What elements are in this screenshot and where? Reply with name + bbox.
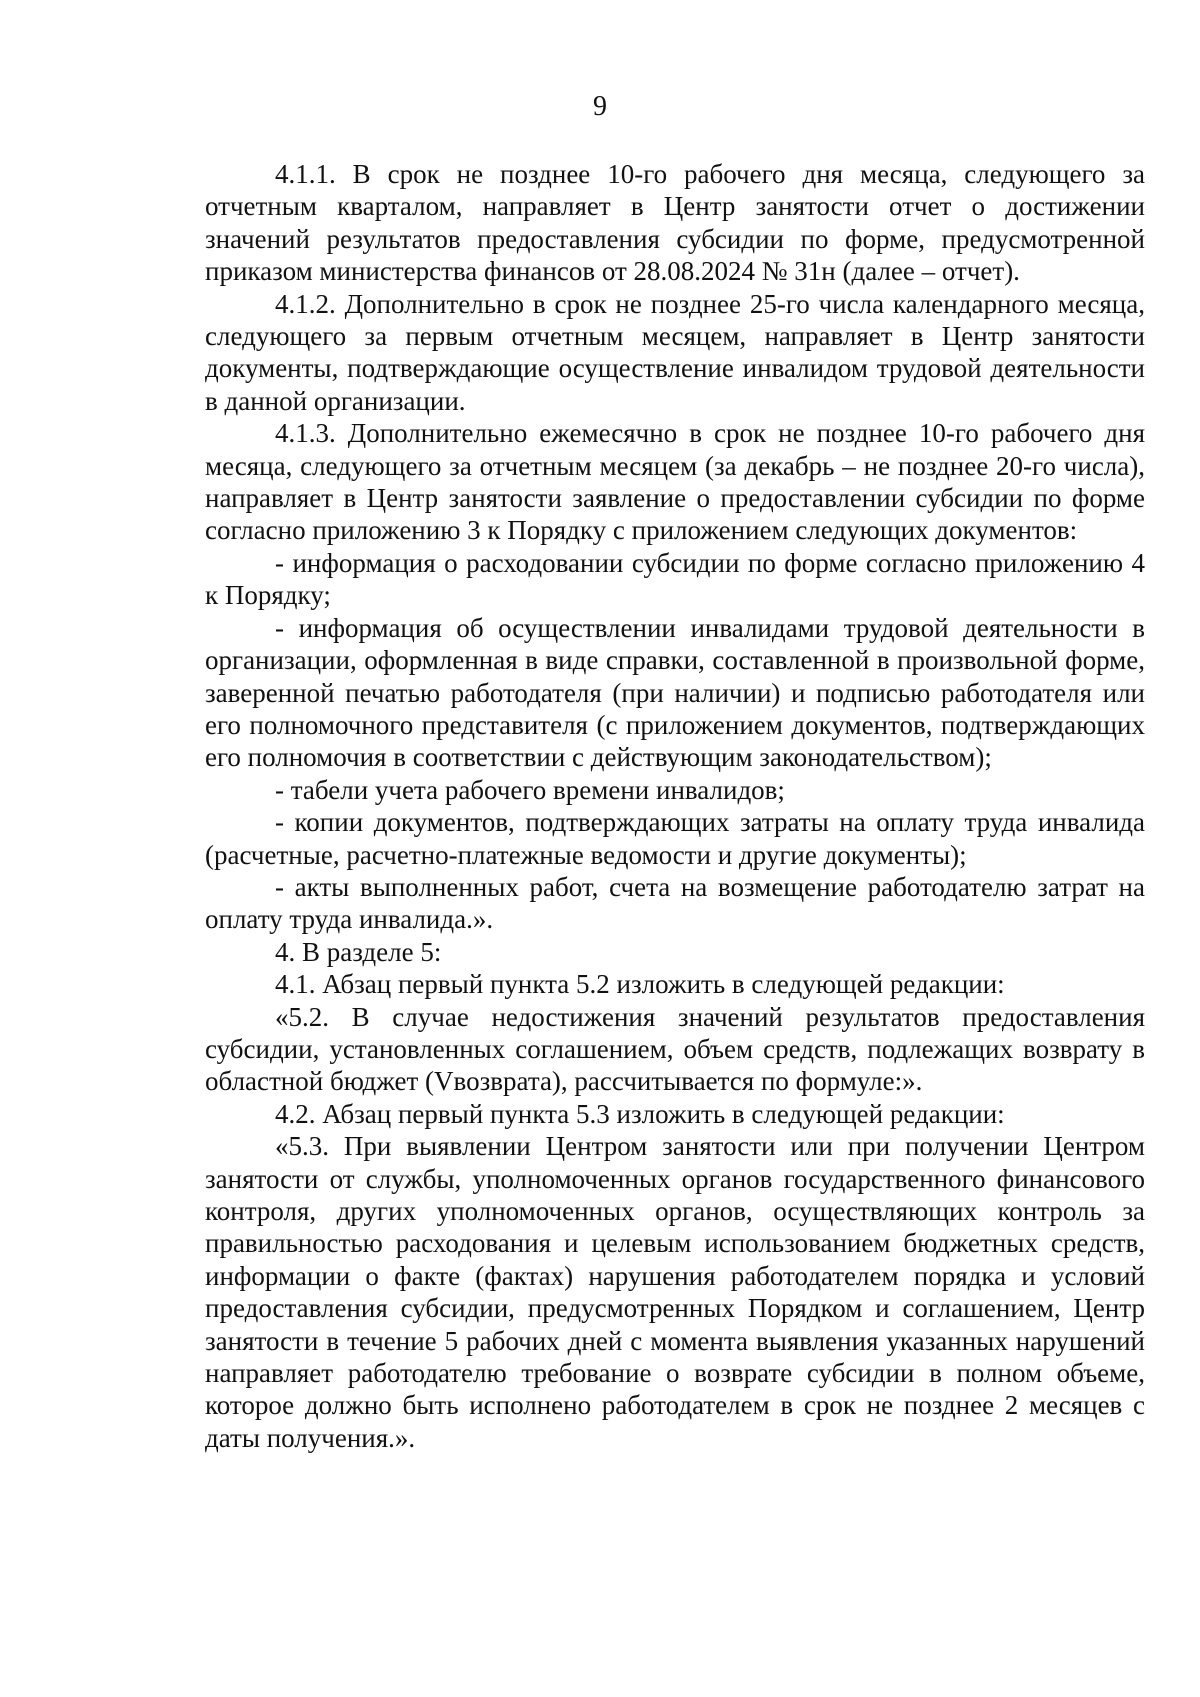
paragraph-5-3-text: «5.3. При выявлении Центром занятости или при получении Центром занятости от службы, уполномоченных органов государственного финансового контроля, других уполномоченных органов, осуществляющих контроль за правильностью расходования и целевым использованием бюджетных средств, информации о факте (фактах) нарушения работодателем порядка и условий предоставления субсидии, предусмотренных Порядком и соглашением, Центр занятости в течение 5 рабочих дней с момента выявления указанных нарушений направляет работодателю требование о возврате субсидии в полном объеме, которое должно быть исполнено работодателем в срок не позднее 2 месяцев с даты получения.».	[205, 1131, 1145, 1453]
document-body	[205, 158, 1145, 1454]
paragraph-4-1-2: 4.1.2. Дополнительно в срок не позднее 25-го числа календарного месяца, следующего за первым отчетным месяцем, направляет в Центр занятости документы, подтверждающие осуществление инвалидом трудовой деятельности в данной организации.	[205, 288, 1145, 416]
section-5-heading: 4. В разделе 5:	[275, 936, 442, 967]
paragraph-4-2-section5: 4.2. Абзац первый пункта 5.3 изложить в следующей редакции:	[275, 1098, 1005, 1129]
list-item-cost-documents: - копии документов, подтверждающих затраты на оплату труда инвалида (расчетные, расчетно-платежные ведомости и другие документы);	[205, 807, 1145, 870]
paragraph-5-2-text: «5.2. В случае недостижения значений результатов предоставления субсидии, установленных соглашением, объем средств, подлежащих возврату в областной бюджет (Vвозврата), рассчитывается по формуле:».	[205, 1001, 1145, 1097]
page-number: 9	[593, 91, 607, 122]
paragraph-4-1-3: 4.1.3. Дополнительно ежемесячно в срок не позднее 10-го рабочего дня месяца, следующего за отчетным месяцем (за декабрь – не позднее 20-го числа), направляет в Центр занятости заявление о предоставлении субсидии по форме согласно приложению 3 к Порядку с приложением следующих документов:	[205, 418, 1145, 546]
paragraph-4-1-1: 4.1.1. В срок не позднее 10-го рабочего дня месяца, следующего за отчетным кварталом, направляет в Центр занятости отчет о достижении значений результатов предоставления субсидии по форме, предусмотренной приказом министерства финансов от 28.08.2024 № 31н (далее – отчет).	[205, 159, 1145, 287]
paragraph-4-1-section5: 4.1. Абзац первый пункта 5.2 изложить в следующей редакции:	[275, 969, 1005, 1000]
list-item-work-acts: - акты выполненных работ, счета на возмещение работодателю затрат на оплату труда инвалида.».	[205, 871, 1145, 935]
list-item-employment-info: - информация об осуществлении инвалидами трудовой деятельности в организации, оформленная в виде справки, составленной в произвольной форме, заверенной печатью работодателя (при наличии) и подписью работодателя или его полномочного представителя (с приложением документов, подтверждающих его полномочия в соответствии с действующим законодательством);	[205, 612, 1145, 773]
list-item-timesheets: - табели учета рабочего времени инвалидов;	[275, 774, 785, 805]
list-item-expense-info: - информация о расходовании субсидии по форме согласно приложению 4 к Порядку;	[205, 547, 1145, 611]
